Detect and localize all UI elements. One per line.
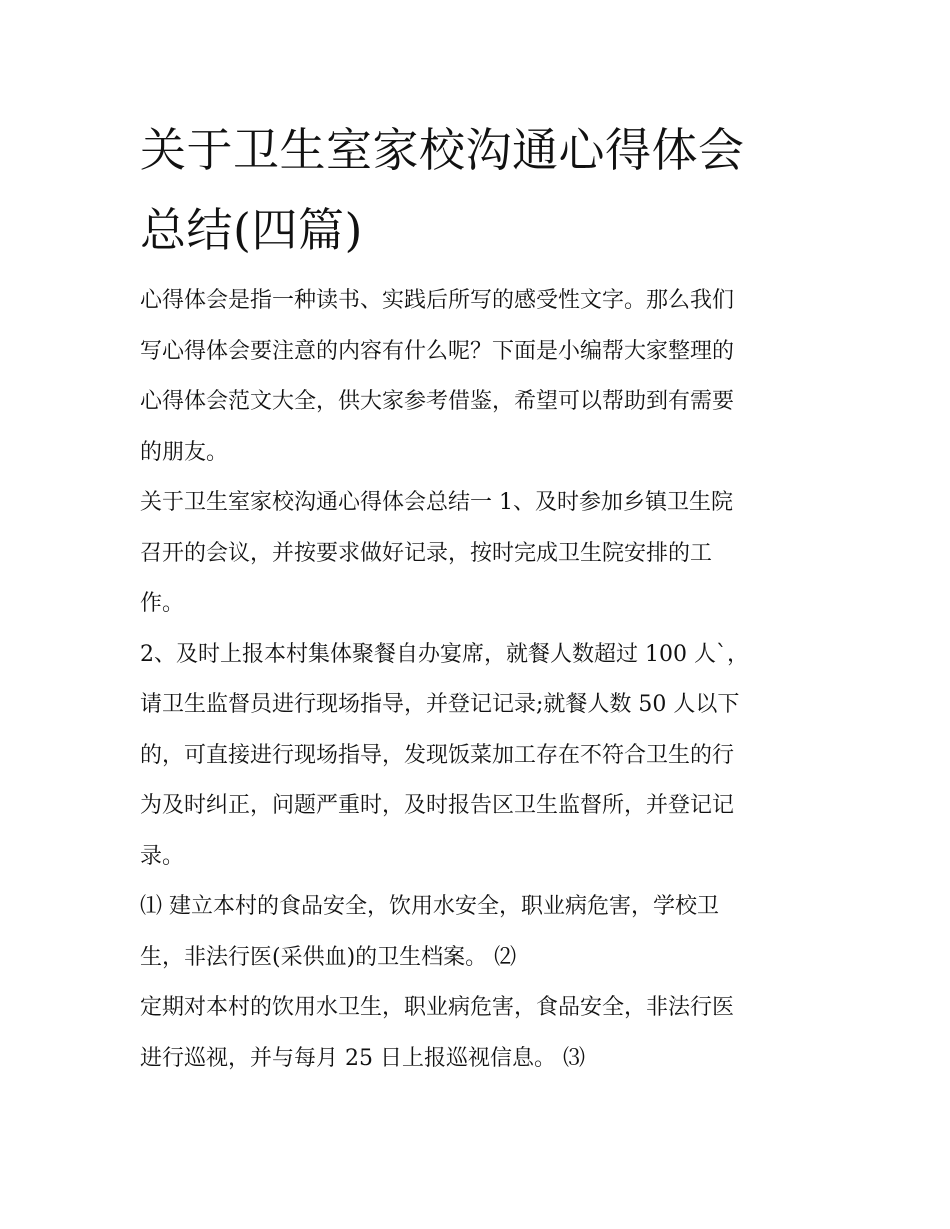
body-line: 召开的会议，并按要求做好记录，按时完成卫生院安排的工 <box>140 540 713 566</box>
body-line: 定期对本村的饮用水卫生，职业病危害，食品安全，非法行医 <box>140 995 735 1020</box>
body-line: 作。 <box>140 591 185 616</box>
title-line-1: 关于卫生室家校沟通心得体会 <box>140 123 745 177</box>
body-line: 写心得体会要注意的内容有什么呢？下面是小编帮大家整理的 <box>140 338 735 364</box>
body-line: ⑴ 建立本村的食品安全，饮用水安全，职业病危害，学校卫 <box>140 894 719 919</box>
body-line: 心得体会是指一种读书、实践后所写的感受性文字。那么我们 <box>140 288 735 313</box>
body-line: 的，可直接进行现场指导，发现饭菜加工存在不符合卫生的行 <box>140 742 735 768</box>
body-line: 心得体会范文大全，供大家参考借鉴，希望可以帮助到有需要 <box>140 389 735 414</box>
body-line: 为及时纠正，问题严重时，及时报告区卫生监督所，并登记记 <box>140 793 735 818</box>
body-line: 的朋友。 <box>140 439 229 465</box>
body-line: 录。 <box>140 843 185 869</box>
body-line: 进行巡视，并与每月 25 日上报巡视信息。 ⑶ <box>140 1045 585 1071</box>
document-body <box>140 276 820 1084</box>
body-line: 2、及时上报本村集体聚餐自办宴席，就餐人数超过 100 人`， <box>140 641 749 667</box>
document-title <box>140 110 830 270</box>
body-line: 生，非法行医(采供血)的卫生档案。 ⑵ <box>140 944 517 970</box>
body-line: 请卫生监督员进行现场指导，并登记记录;就餐人数 50 人以下 <box>140 692 740 717</box>
body-line: 关于卫生室家校沟通心得体会总结一 1、及时参加乡镇卫生院 <box>140 490 733 515</box>
title-line-2: 总结(四篇) <box>140 203 363 257</box>
